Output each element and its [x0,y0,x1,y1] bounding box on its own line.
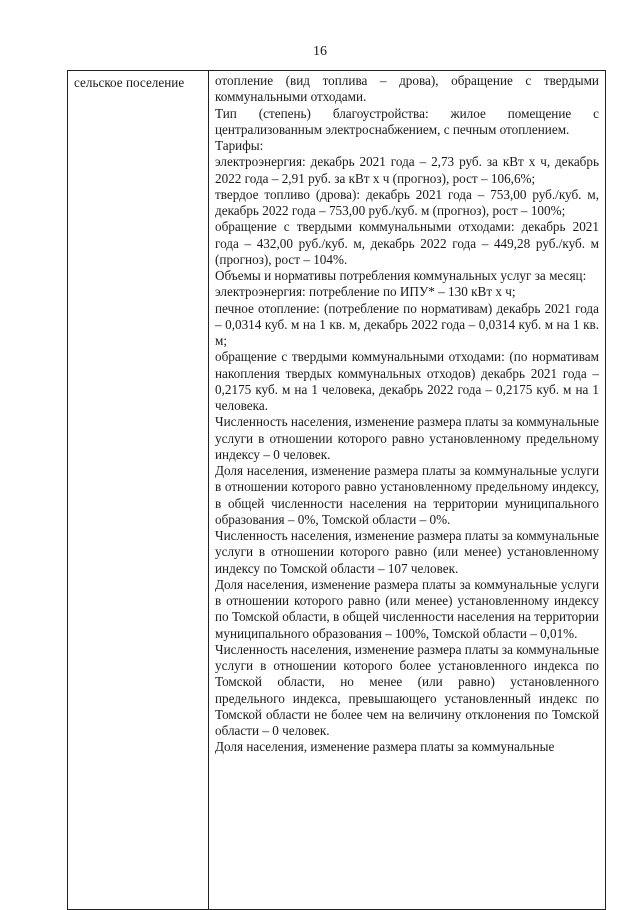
paragraph-tariff-electricity: электроэнергия: декабрь 2021 года – 2,73 руб. за кВт х ч, декабрь 2022 года – 2,91 руб. за кВт х ч (прогноз), рост – 106,6%; [215,154,599,186]
paragraph-tariff-waste: обращение с твердыми коммунальными отходами: декабрь 2021 года – 432,00 руб./куб. м, декабрь 2022 года – 449,28 руб./куб. м (прогноз), рост – 104%. [215,219,599,267]
paragraph-share-limit-index: Доля населения, изменение размера платы за коммунальные услуги в отношении которого равно установленному предельному индексу, в общей численности населения на территории муниципального образования – 0%, Томской области – 0%. [215,463,599,527]
municipality-type-cell [68,71,209,910]
paragraph-population-limit-index: Численность населения, изменение размера платы за коммунальные услуги в отношении которого равно установленному предельному индексу – 0 человек. [215,414,599,462]
document-table [67,70,606,910]
paragraph-heating-waste: отопление (вид топлива – дрова), обращение с твердыми коммунальными отходами. [215,73,599,105]
paragraph-amenities-type: Тип (степень) благоустройства: жилое помещение с централизованным электроснабжением, с печным отоплением. [215,105,599,137]
paragraph-population-regional-index: Численность населения, изменение размера платы за коммунальные услуги в отношении которого равно (или менее) установленному индексу по Томской области – 107 человек. [215,528,599,576]
description-body [209,71,605,756]
page-number: 16 [313,44,327,59]
description-cell [209,71,606,910]
municipality-type-label: сельское поселение [74,75,185,90]
paragraph-population-above-regional: Численность населения, изменение размера платы за коммунальные услуги в отношении которого более установленного индекса по Томской области, но менее (или равно) установленного предельного индекса, превышающего установленный индекс по Томской области не более чем на величину отклонения по Томской области – 0 человек. [215,641,599,738]
paragraph-share-above-regional: Доля населения, изменение размера платы за коммунальные [215,739,555,755]
paragraph-share-regional-index: Доля населения, изменение размера платы за коммунальные услуги в отношении которого равно (или менее) установленному индексу по Томской области, в общей численности населения на территории муниципального образования – 100%, Томской области – 0,01%. [215,576,599,641]
paragraph-volume-electricity: электроэнергия: потребление по ИПУ* – 130 кВт х ч; [215,284,516,300]
paragraph-tariff-solid-fuel: твердое топливо (дрова): декабрь 2021 года – 753,00 руб./куб. м, декабрь 2022 года – 753,00 руб./куб. м (прогноз), рост – 100%; [215,186,599,218]
table-row [68,71,606,910]
paragraph-volumes-heading: Объемы и нормативы потребления коммунальных услуг за месяц: [215,268,587,283]
paragraph-volume-waste: обращение с твердыми коммунальными отходами: (по нормативам накопления твердых коммунальных отходов) декабрь 2021 года – 0,2175 куб. м на 1 человека, декабрь 2022 года – 0,2175 куб. м на 1 человека. [215,349,599,413]
paragraph-volume-stove-heating: печное отопление: (потребление по нормативам) декабрь 2021 года – 0,0314 куб. м на 1 кв. м, декабрь 2022 года – 0,0314 куб. м на 1 кв. м; [215,300,599,348]
paragraph-tariffs-heading: Тарифы: [215,138,264,153]
